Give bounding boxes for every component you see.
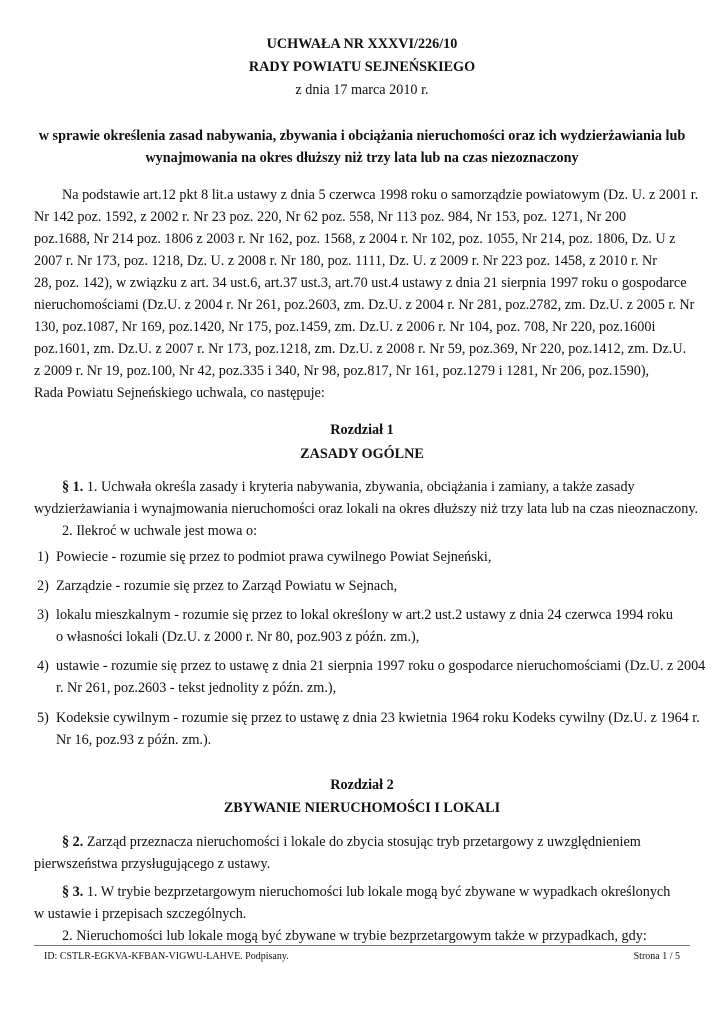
footer-divider: [34, 945, 690, 946]
list-item-text: Nr 16, poz.93 z późn. zm.).: [56, 732, 212, 748]
section-3-text: 1. W trybie bezprzetargowym nieruchomości lub lokale mogą być zbywane w wypadkach określonych: [83, 884, 671, 900]
list-item-text: o własności lokali (Dz.U. z 2000 r. Nr 80, poz.903 z późn. zm.),: [56, 629, 420, 645]
section-1-paragraph-2: 2. Ilekroć w uchwale jest mowa o:: [62, 523, 258, 539]
footer-page-number: Strona 1 / 5: [633, 951, 680, 962]
preamble-line: Rada Powiatu Sejneńskiego uchwala, co następuje:: [34, 385, 325, 401]
list-item-number: 5): [37, 710, 49, 726]
chapter-2-title: ZBYWANIE NIERUCHOMOŚCI I LOKALI: [223, 800, 501, 816]
section-2-line-2: pierwszeństwa przysługującego z ustawy.: [34, 856, 271, 872]
preamble-line: Nr 142 poz. 1592, z 2002 r. Nr 23 poz. 220, Nr 62 poz. 558, Nr 113 poz. 984, Nr 153, poz. 1271, Nr 200: [34, 209, 627, 225]
chapter-1-label: Rozdział 1: [330, 422, 394, 438]
chapter-2-label: Rozdział 2: [330, 777, 394, 793]
section-1-line-1: [62, 479, 635, 495]
resolution-title: UCHWAŁA NR XXXVI/226/10: [266, 36, 458, 52]
section-3-paragraph-2: 2. Nieruchomości lub lokale mogą być zbywane w trybie bezprzetargowym także w przypadkach, gdy:: [62, 928, 647, 944]
section-3-line-1: [62, 884, 670, 900]
preamble-line: z 2009 r. Nr 19, poz.100, Nr 42, poz.335 i 340, Nr 98, poz.817, Nr 161, poz.1279 i 1281, Nr 206, poz.1590),: [34, 363, 650, 379]
subject-line-1: w sprawie określenia zasad nabywania, zbywania i obciążania nieruchomości oraz ich wydzierżawiania lub: [38, 128, 686, 144]
preamble-line: 28, poz. 142), w związku z art. 34 ust.6, art.37 ust.3, art.70 ust.4 ustawy z dnia 21 sierpnia 1997 roku o gospodarce: [34, 275, 687, 291]
list-item-text: Kodeksie cywilnym - rozumie się przez to ustawę z dnia 23 kwietnia 1964 roku Kodeks cywilny (Dz.U. z 1964 r.: [56, 710, 700, 726]
preamble-line: nieruchomościami (Dz.U. z 2004 r. Nr 261, poz.2603, zm. Dz.U. z 2004 r. Nr 281, poz.2782, zm. Dz.U. z 2005 r. Nr: [34, 297, 695, 313]
list-item-text: lokalu mieszkalnym - rozumie się przez to lokal określony w art.2 ust.2 ustawy z dnia 24 czerwca 1994 roku: [56, 607, 673, 623]
list-item-number: 3): [37, 607, 49, 623]
list-item-number: 4): [37, 658, 49, 674]
preamble-line: poz.1601, zm. Dz.U. z 2007 r. Nr 173, poz.1218, zm. Dz.U. z 2008 r. Nr 59, poz.369, Nr 220, poz.1412, zm. Dz.U.: [34, 341, 687, 357]
resolution-date: z dnia 17 marca 2010 r.: [295, 82, 429, 98]
section-2-line-1: [62, 834, 641, 850]
section-1-line-2: wydzierżawiania i wynajmowania nieruchomości oraz lokali na okres dłuższy niż trzy lata lub na czas nieoznaczony.: [34, 501, 699, 517]
council-name: RADY POWIATU SEJNEŃSKIEGO: [248, 59, 476, 75]
list-item-text: Zarządzie - rozumie się przez to Zarząd Powiatu w Sejnach,: [56, 578, 398, 594]
section-2-mark: § 2.: [62, 834, 84, 850]
list-item-text: r. Nr 261, poz.2603 - tekst jednolity z późn. zm.),: [56, 680, 337, 696]
preamble-line: poz.1688, Nr 214 poz. 1806 z 2003 r. Nr 162, poz. 1568, z 2004 r. Nr 102, poz. 1055, Nr 214, poz. 1806, Dz. U z: [34, 231, 676, 247]
list-item-number: 2): [37, 578, 49, 594]
chapter-1-title: ZASADY OGÓLNE: [300, 446, 424, 462]
list-item-text: ustawie - rozumie się przez to ustawę z dnia 21 sierpnia 1997 roku o gospodarce nieruchomościami (Dz.U. z 2004: [56, 658, 706, 674]
section-3-line-2: w ustawie i przepisach szczególnych.: [34, 906, 247, 922]
section-2-text: Zarząd przeznacza nieruchomości i lokale do zbycia stosując tryb przetargowy z uwzględnieniem: [83, 834, 641, 850]
preamble-line: 130, poz.1087, Nr 169, poz.1420, Nr 175, poz.1459, zm. Dz.U. z 2006 r. Nr 104, poz. 708, Nr 220, poz.1600i: [34, 319, 656, 335]
subject-line-2: wynajmowania na okres dłuższy niż trzy lata lub na czas niezoznaczony: [145, 150, 579, 166]
section-3-mark: § 3.: [62, 884, 84, 900]
section-1-text: 1. Uchwała określa zasady i kryteria nabywania, zbywania, obciążania i zamiany, a także zasady: [83, 479, 635, 495]
list-item-text: Powiecie - rozumie się przez to podmiot prawa cywilnego Powiat Sejneński,: [56, 549, 492, 565]
preamble-line: Na podstawie art.12 pkt 8 lit.a ustawy z dnia 5 czerwca 1998 roku o samorządzie powiatowym (Dz. U. z 2001 r.: [62, 187, 699, 203]
footer-document-id: ID: CSTLR-EGKVA-KFBAN-VIGWU-LAHVE. Podpisany.: [44, 951, 289, 962]
preamble-line: 2007 r. Nr 173, poz. 1218, Dz. U. z 2008 r. Nr 180, poz. 1111, Dz. U. z 2009 r. Nr 223 poz. 1458, z 2010 r. Nr: [34, 253, 657, 269]
list-item-number: 1): [37, 549, 49, 565]
section-1-mark: § 1.: [62, 479, 84, 495]
